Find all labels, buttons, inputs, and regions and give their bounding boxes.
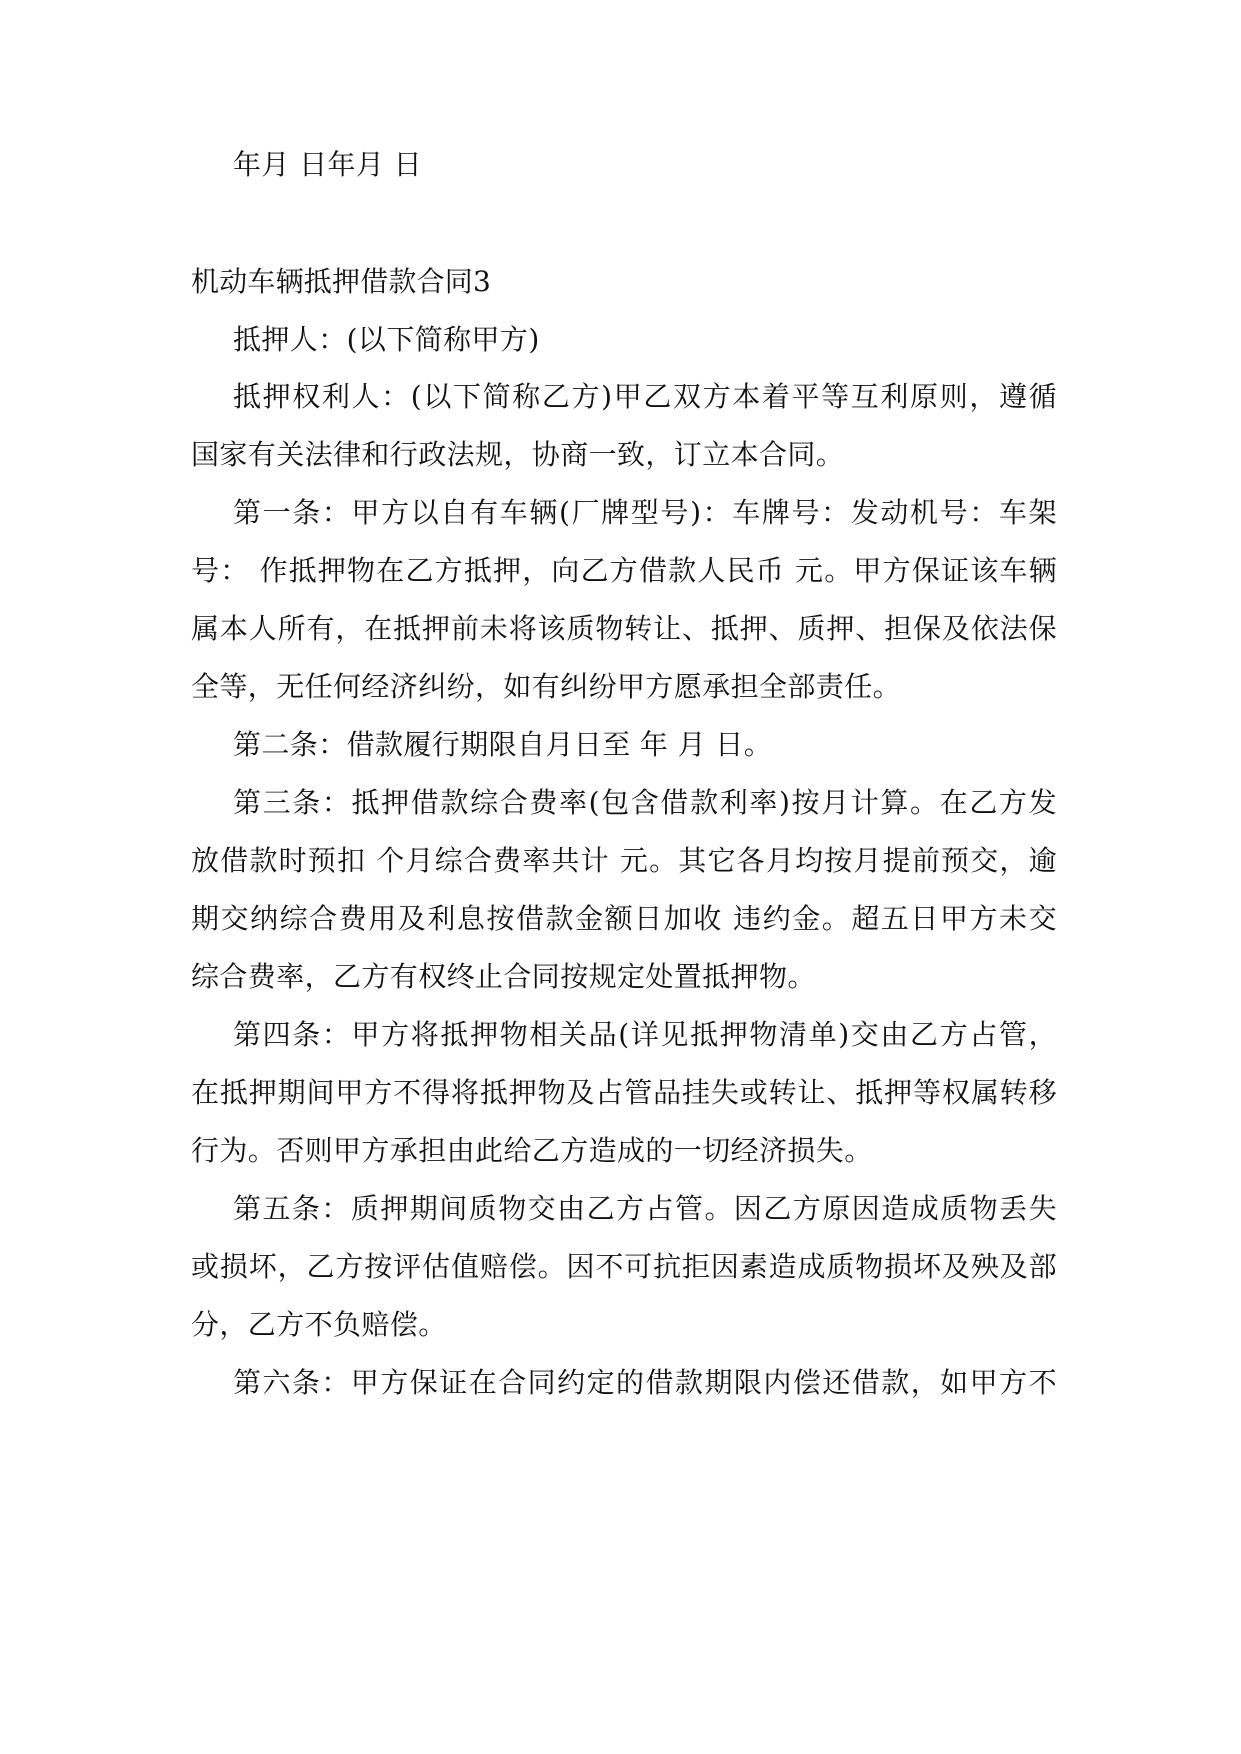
article-5-line: 分，乙方不负赔偿。	[191, 1308, 447, 1341]
contract-title: 机动车辆抵押借款合同3	[191, 265, 492, 298]
article-4-line: 第四条：甲方将抵押物相关品(详见抵押物清单)交由乙方占管，	[233, 1018, 1057, 1051]
mortgagor-line: 抵押人：(以下简称甲方)	[233, 323, 540, 356]
date-line: 年月 日年月 日	[233, 148, 423, 181]
article-1-line: 号： 作抵押物在乙方抵押，向乙方借款人民币 元。甲方保证该车辆	[191, 554, 1057, 587]
article-1-line: 第一条：甲方以自有车辆(厂牌型号)：车牌号：发动机号：车架	[233, 496, 1057, 529]
paragraph-line: 国家有关法律和行政法规，协商一致，订立本合同。	[191, 438, 845, 471]
article-6-line: 第六条：甲方保证在合同约定的借款期限内偿还借款，如甲方不	[233, 1366, 1057, 1399]
article-2-line: 第二条：借款履行期限自月日至 年 月 日。	[233, 728, 773, 761]
article-4-line: 行为。否则甲方承担由此给乙方造成的一切经济损失。	[191, 1134, 873, 1167]
article-3-line: 综合费率，乙方有权终止合同按规定处置抵押物。	[191, 960, 816, 993]
article-3-line: 第三条：抵押借款综合费率(包含借款利率)按月计算。在乙方发	[233, 786, 1057, 819]
article-1-line: 属本人所有，在抵押前未将该质物转让、抵押、质押、担保及依法保	[191, 612, 1057, 645]
article-3-line: 放借款时预扣 个月综合费率共计 元。其它各月均按月提前预交，逾	[191, 844, 1057, 877]
article-1-line: 全等，无任何经济纠纷，如有纠纷甲方愿承担全部责任。	[191, 670, 902, 703]
article-3-line: 期交纳综合费用及利息按借款金额日加收 违约金。超五日甲方未交	[191, 902, 1057, 935]
article-4-line: 在抵押期间甲方不得将抵押物及占管品挂失或转让、抵押等权属转移	[191, 1076, 1057, 1109]
paragraph-line: 抵押权利人：(以下简称乙方)甲乙双方本着平等互利原则，遵循	[233, 380, 1057, 413]
article-5-line: 或损坏，乙方按评估值赔偿。因不可抗拒因素造成质物损坏及殃及部	[191, 1250, 1057, 1283]
article-5-line: 第五条：质押期间质物交由乙方占管。因乙方原因造成质物丢失	[233, 1192, 1057, 1225]
